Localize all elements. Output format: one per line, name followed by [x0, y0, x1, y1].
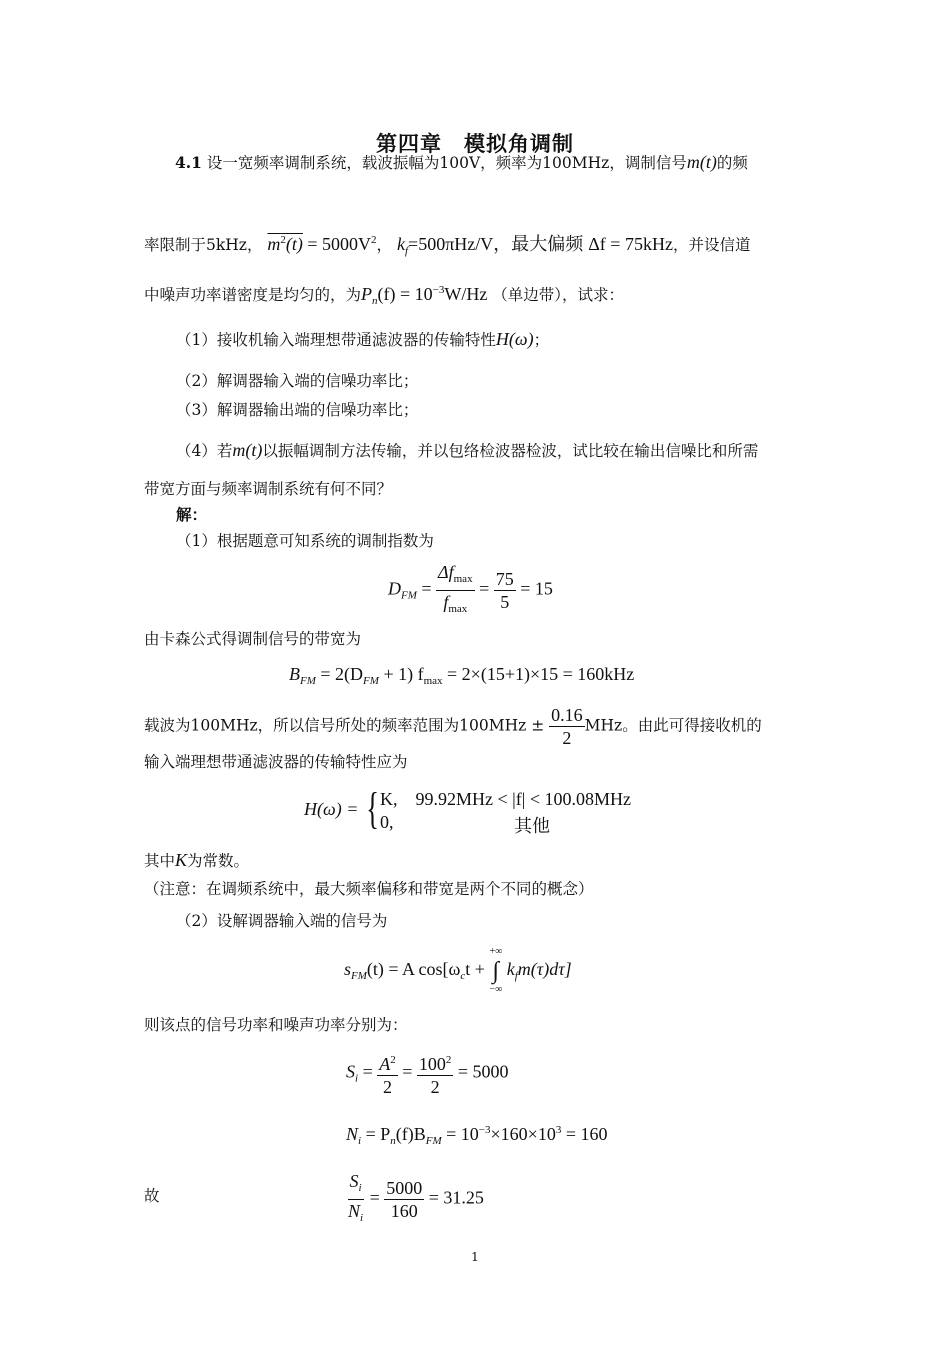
problem-line-3-a: 中噪声功率谱密度是均匀的，为: [144, 286, 362, 304]
equation-signal-power: $S_i$ = $\frac{A^2}{2}$ = $\frac{100^2}{2}$ = 5000: [346, 1049, 509, 1098]
problem-line-1: [175, 152, 748, 173]
problem-line-3: [144, 280, 624, 311]
solution-step-3: 载波为100MHz，所以信号所处的频率范围为100MHz ± $\frac{0.16}{2}$ MHz。由此可得接收机的: [144, 705, 762, 748]
case-2-condition: 其他: [514, 816, 550, 836]
equation-snr: $\frac{S_i}{N_i}$ = $\frac{5000}{160}$ = 31.25: [348, 1171, 484, 1224]
solution-step-1: （1）根据题意可知系统的调制指数为: [176, 532, 434, 550]
problem-number: 4.1: [175, 153, 202, 172]
left-brace: {: [366, 784, 379, 833]
therefore-label: 故: [144, 1187, 160, 1205]
case-2-value: 0,: [380, 812, 394, 832]
solution-step-7: 则该点的信号功率和噪声功率分别为：: [144, 1016, 408, 1034]
solution-step-2: 由卡森公式得调制信号的带宽为: [144, 630, 362, 648]
case-1: K, 99.92MHz < |f| < 100.08MHz: [380, 789, 631, 809]
problem-kf: $k_f=500\pi Hz/V$，最大偏频: [396, 234, 584, 257]
equation-bandwidth: $B_{FM} = 2(D_{FM} + 1) f_{max} = 2\times(15+1)\times 15 = 160kHz$: [289, 664, 635, 687]
solution-label: 解：: [176, 505, 208, 524]
page-number: 1: [471, 1250, 479, 1264]
question-4-line-2: 带宽方面与频率调制系统有何不同？: [144, 480, 393, 498]
question-3: （3）解调器输出端的信噪功率比；: [176, 401, 419, 419]
problem-line-2-a: 率限制于5kHz，: [144, 236, 263, 254]
question-4-line-1: （4）若m(t)以振幅调制方法传输，并以包络检波器检波，试比较在输出信噪比和所需: [176, 440, 759, 460]
question-1-h: H(ω): [495, 329, 534, 349]
problem-line-3-tail: （单边带），试求：: [492, 286, 625, 304]
solution-step-4: 输入端理想带通滤波器的传输特性应为: [144, 753, 408, 771]
question-2: （2）解调器输入端的信噪功率比；: [176, 372, 419, 390]
chapter-title: 第四章 模拟角调制: [376, 131, 574, 156]
problem-line-1-tail: 的频: [716, 154, 748, 172]
equation-fm-signal: $s_{FM}(t) = A$ $\cos[\omega_ct$ + +∞ ∫ −∞ $k_fm(\tau)d\tau$]: [344, 946, 572, 995]
equation-modulation-index: $D_{FM}$ = $\frac{\Delta f_{max}}{f_{max}}$ = $\frac{75}{5}$ = 15: [388, 562, 553, 615]
equation-noise-power: $N_i = P_n(f)B_{FM} = 10^{-3}\times 160\times 10^3 = 160$: [346, 1124, 608, 1147]
problem-line-2: 率限制于5kHz， $m^2(t) = 5000V^2$， $k_f=500\pi Hz/V$，最大偏频 Δf = 75kHz，并设信道: [144, 234, 751, 257]
problem-mt: m(t): [686, 152, 717, 172]
frequency-offset-fraction: $\frac{0.16}{2}$: [551, 705, 583, 748]
solution-step-6: （2）设解调器输入端的信号为: [176, 912, 388, 930]
solution-step-5: 其中K为常数。: [144, 850, 250, 870]
problem-line-2-tail: ，并设信道: [672, 236, 751, 254]
problem-pn: $P_n(f) = 10^{-3}W/Hz$: [361, 284, 488, 307]
problem-delta-f: Δf = 75kHz: [588, 234, 673, 254]
problem-m2-average: $m^2(t) = 5000V^2$: [267, 234, 377, 254]
problem-line-1-text: 设一宽频率调制系统，载波振幅为100V，频率为100MHz，调制信号: [206, 154, 687, 172]
solution-note: （注意：在调频系统中，最大频率偏移和带宽是两个不同的概念）: [144, 880, 594, 898]
question-4-mt: m(t): [232, 440, 263, 460]
question-1: （1）接收机输入端理想带通滤波器的传输特性H(ω)；: [176, 329, 550, 349]
integral-sign: +∞ ∫ −∞: [489, 946, 503, 995]
